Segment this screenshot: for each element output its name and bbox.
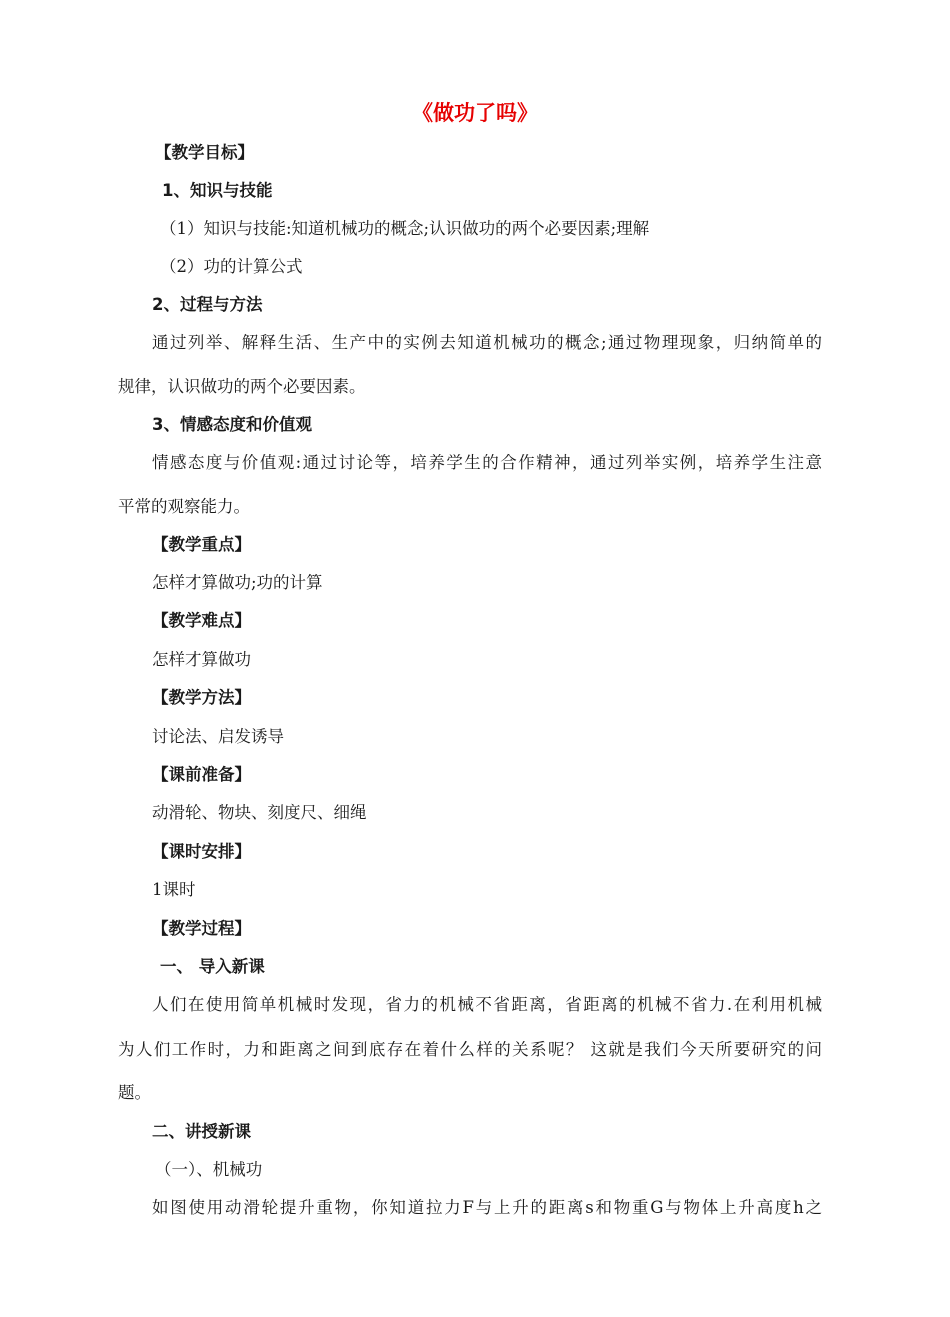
intro-lesson-heading: 一、 导入新课 bbox=[160, 957, 265, 976]
teaching-method-heading: 【教学方法】 bbox=[152, 688, 251, 707]
preparation-heading: 【课前准备】 bbox=[152, 765, 251, 784]
mechanical-work-subheading: （一）、机械功 bbox=[155, 1160, 263, 1179]
knowledge-skills-heading: 1、知识与技能 bbox=[162, 181, 273, 200]
key-points-text: 怎样才算做功;功的计算 bbox=[152, 573, 323, 592]
mechanical-work-text-1: 如图使用动滑轮提升重物，你知道拉力F与上升的距离s和物重G与物体上升高度h之 bbox=[152, 1198, 822, 1217]
process-method-text-2: 规律，认识做功的两个必要因素。 bbox=[118, 377, 366, 396]
process-method-heading: 2、过程与方法 bbox=[152, 295, 263, 314]
intro-lesson-text-3: 题。 bbox=[118, 1083, 151, 1102]
intro-lesson-text-1: 人们在使用简单机械时发现，省力的机械不省距离，省距离的机械不省力.在利用机械 bbox=[152, 995, 822, 1014]
intro-lesson-text-2: 为人们工作时，力和距离之间到底存在着什么样的关系呢？ 这就是我们今天所要研究的问 bbox=[118, 1040, 822, 1059]
difficult-points-text: 怎样才算做功 bbox=[152, 650, 251, 669]
teaching-goals-heading: 【教学目标】 bbox=[155, 143, 254, 162]
emotion-values-text-1: 情感态度与价值观:通过讨论等，培养学生的合作精神，通过列举实例，培养学生注意 bbox=[152, 453, 822, 472]
preparation-text: 动滑轮、物块、刻度尺、细绳 bbox=[152, 803, 367, 822]
knowledge-item-1: （1）知识与技能:知道机械功的概念;认识做功的两个必要因素;理解 bbox=[160, 219, 650, 238]
teaching-process-heading: 【教学过程】 bbox=[152, 919, 251, 938]
emotion-values-heading: 3、情感态度和价值观 bbox=[152, 415, 312, 434]
class-hours-text: 1课时 bbox=[152, 880, 196, 899]
difficult-points-heading: 【教学难点】 bbox=[152, 611, 251, 630]
process-method-text-1: 通过列举、解释生活、生产中的实例去知道机械功的概念;通过物理现象，归纳简单的 bbox=[152, 333, 822, 352]
document-title: 《做功了吗》 bbox=[412, 101, 538, 125]
teaching-method-text: 讨论法、启发诱导 bbox=[152, 727, 284, 746]
knowledge-item-2: （2）功的计算公式 bbox=[160, 257, 303, 276]
emotion-values-text-2: 平常的观察能力。 bbox=[118, 497, 250, 516]
new-lesson-heading: 二、讲授新课 bbox=[152, 1122, 251, 1141]
class-hours-heading: 【课时安排】 bbox=[152, 842, 251, 861]
key-points-heading: 【教学重点】 bbox=[152, 535, 251, 554]
